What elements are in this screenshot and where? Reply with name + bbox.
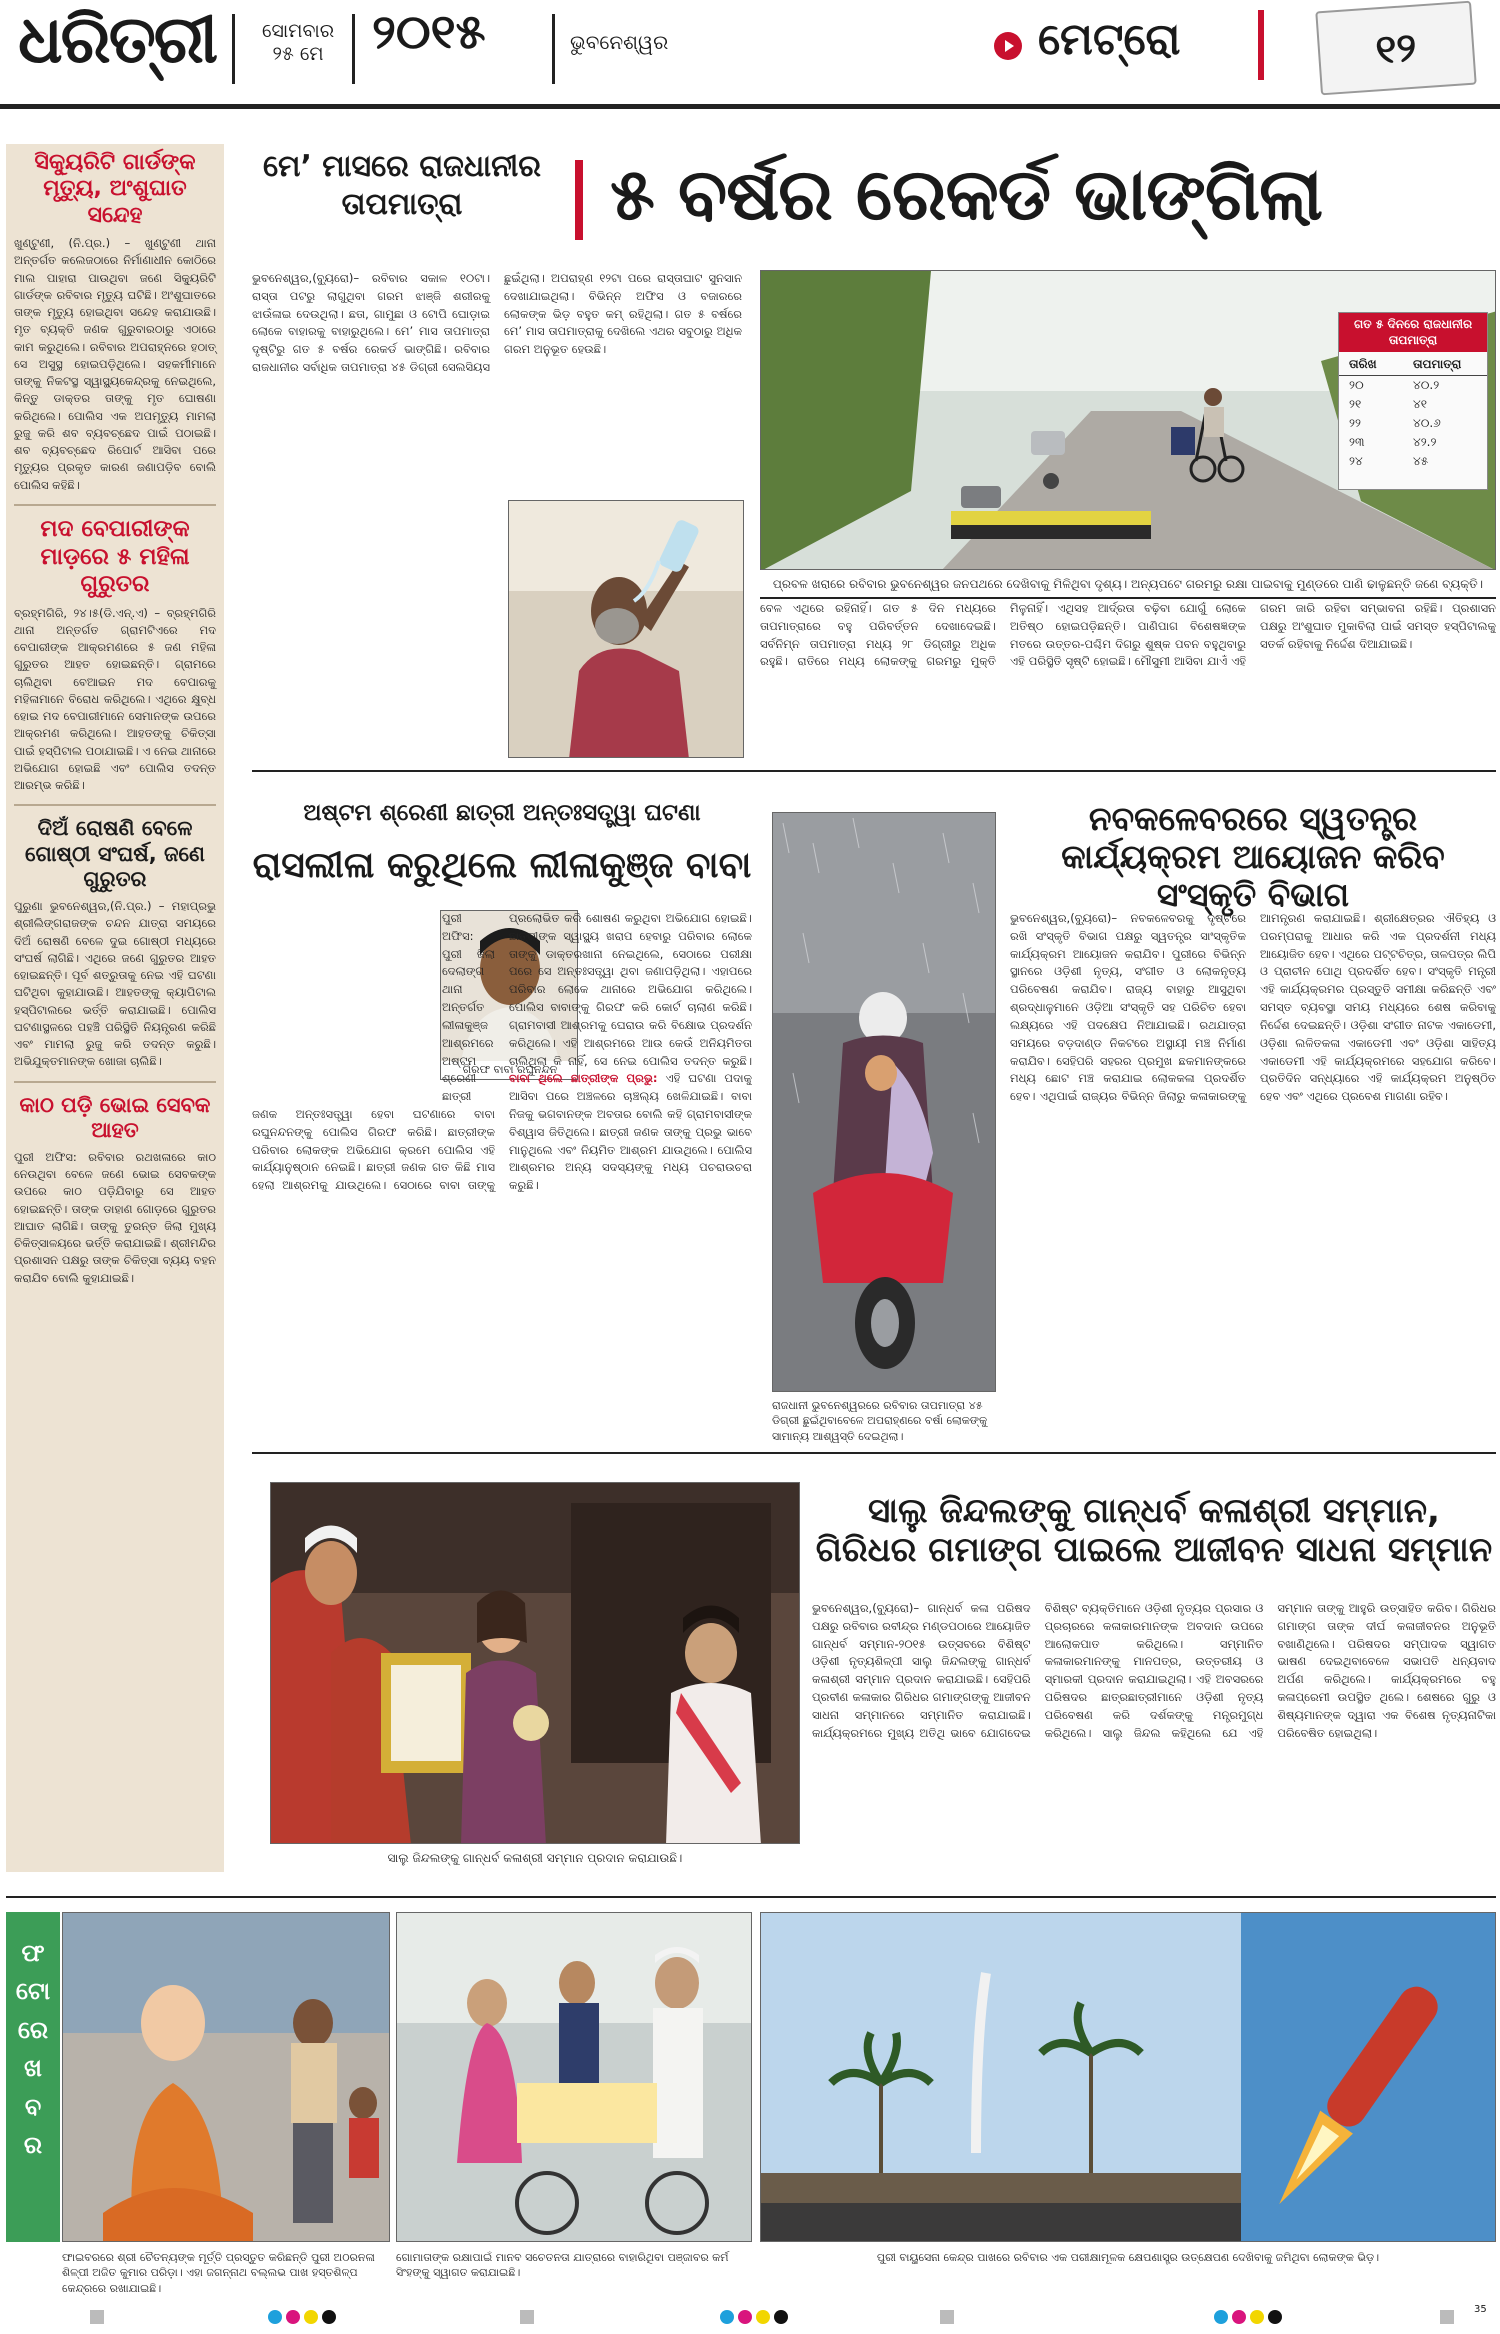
top-story-body-a: ଭୁବନେଶ୍ୱର,(ବ୍ୟୁରୋ)– ରବିବାର ସକାଳ ୧୦ଟା। ରାସ୍ତା ପଟରୁ ଲାଗୁଥିବା ଗରମ ଝାଞ୍ଜି ଶରୀରକୁ ଝାଉଁଳାଇ ଦେଉଥିଲା। ଛତା, ଗାମୁଛା ଓ ଟୋପି ଘୋଡ଼ାଇ ଲୋକେ ବାହାରକୁ ବାହାରୁଥିଲେ। ମେ’ ମାସ ତାପମାତ୍ରା ଦୃଷ୍ଟିରୁ ଗତ ୫ ବର୍ଷର ରେକର୍ଡ ଭାଙ୍ଗିଛି। ରବିବାର ରାଜଧାନୀର ସର୍ବାଧିକ ତାପମାତ୍ରା ୪୫ ଡିଗ୍ରୀ ସେଲସିୟସ ଛୁଇଁଥିଲା। ଅପରାହ୍ଣ ୧୨ଟା ପରେ ରାସ୍ତାଘାଟ ସୁନସାନ ଦେଖାଯାଇଥିଲା। ବିଭିନ୍ନ ଅଫିସ ଓ ବଜାରରେ ଲୋକଙ୍କ ଭିଡ଼ ବହୁତ କମ୍ ରହିଥିଲା। ଗତ ୫ ବର୍ଷରେ ମେ’ ମାସ ତାପମାତ୍ରାକୁ ଦେଖିଲେ ଏଥର ସବୁଠାରୁ ଅଧିକ ଗରମ ଅନୁଭୂତ ହେଉଛି।: [252, 271, 742, 375]
award-photo-caption: ସାଲୁ ଜିନ୍ଦଲଙ୍କୁ ଗାନ୍ଧର୍ବ କଳାଶ୍ରୀ ସମ୍ମାନ ପ୍ରଦାନ କରାଯାଉଛି।: [387, 1851, 683, 1865]
registration-mark: [940, 2310, 954, 2324]
cell-date: ୨୦: [1349, 378, 1364, 393]
temperature-table-header: [1339, 352, 1487, 376]
top-story-photo-caption: ପ୍ରବଳ ଖରାରେ ରବିବାର ଭୁବନେଶ୍ୱର ଜନପଥରେ ଦେଖିବାକୁ ମିଳିଥିବା ଦୃଶ୍ୟ। ଅନ୍ୟପଟେ ଗରମରୁ ରକ୍ଷା ପାଇବାକୁ ମୁଣ୍ଡରେ ପାଣି ଢାଳୁଛନ୍ତି ଜଣେ ବ୍ୟକ୍ତି।: [760, 572, 1496, 599]
rain-photo-caption: ରାଜଧାନୀ ଭୁବନେଶ୍ୱରରେ ରବିବାର ତାପମାତ୍ରା ୪୫ ଡିଗ୍ରୀ ଛୁଇଁଥିବାବେଳେ ଅପରାହ୍ଣରେ ବର୍ଷା ଲୋକଙ୍କୁ ସାମାନ୍ୟ ଆଶ୍ୱସ୍ତି ଦେଇଥିଲା।: [772, 1399, 988, 1443]
cell-date: ୨୪: [1349, 454, 1363, 469]
section-rule: [6, 1896, 1496, 1898]
masthead-divider: [232, 14, 235, 84]
top-story-body-c: ବେଳ ଏଥିରେ ରହିନାହିଁ। ଗତ ୫ ଦିନ ମଧ୍ୟରେ ତାପମାତ୍ରାରେ ବହୁ ପରିବର୍ତ୍ତନ ଦେଖାଦେଇଛି। ସର୍ବନିମ୍ନ ତାପମାତ୍ରା ମଧ୍ୟ ୨୮ ଡିଗ୍ରୀରୁ ଅଧିକ ରହୁଛି। ରାତିରେ ମଧ୍ୟ ଲୋକଙ୍କୁ ଗରମରୁ ମୁକ୍ତି ମିଳୁନାହିଁ। ଏଥିସହ ଆର୍ଦ୍ରତା ବଢ଼ିବା ଯୋଗୁଁ ଲୋକେ ଅତିଷ୍ଠ ହୋଇପଡ଼ିଛନ୍ତି। ପାଣିପାଗ ବିଶେଷଜ୍ଞଙ୍କ ମତରେ ଉତ୍ତର-ପଶ୍ଚିମ ଦିଗରୁ ଶୁଷ୍କ ପବନ ବହୁଥିବାରୁ ଏହି ପରିସ୍ଥିତି ସୃଷ୍ଟି ହୋଇଛି। ମୌସୁମୀ ଆସିବା ଯାଏଁ ଏହି ଗରମ ଜାରି ରହିବା ସମ୍ଭାବନା ରହିଛି। ପ୍ରଶାସନ ପକ୍ଷରୁ ଅଂଶୁଘାତ ମୁକାବିଲା ପାଇଁ ସମସ୍ତ ହସ୍ପିଟାଲକୁ ସତର୍କ ରହିବାକୁ ନିର୍ଦ୍ଦେଶ ଦିଆଯାଇଛି।: [760, 601, 1496, 669]
cell-temp: ୪୨.୨: [1413, 435, 1437, 450]
divider: [14, 504, 216, 506]
masthead-accent-bar: [1258, 10, 1264, 80]
cell-date: ୨୨: [1349, 416, 1361, 431]
registration-mark: [1440, 2310, 1454, 2324]
headline-accent-bar: [575, 160, 583, 240]
table-row: [1339, 395, 1487, 414]
left-story-1-body: ଖୁଣ୍ଟୁଣୀ, (ନି.ପ୍ର.) – ଖୁଣ୍ଟୁଣୀ ଥାନା ଅନ୍ତର୍ଗତ କଲେଜଠାରେ ନିର୍ମାଣାଧୀନ କୋଠିରେ ମାଲ ପାହାରା ପାଉଥିବା ଜଣେ ସିକ୍ୟୁରିଟି ଗାର୍ଡଙ୍କ ରବିବାର ମୃତ୍ୟୁ ଘଟିଛି। ଅଂଶୁଘାତରେ ତାଙ୍କ ମୃତ୍ୟୁ ହୋଇଥିବା ସନ୍ଦେହ କରାଯାଉଛି। ମୃତ ବ୍ୟକ୍ତି ଜଣକ ଗୁରୁବାରଠାରୁ ଏଠାରେ କାମ କରୁଥିଲେ। ରବିବାର ଅପରାହ୍ନରେ ହଠାତ୍ ସେ ଅସୁସ୍ଥ ହୋଇପଡ଼ିଥିଲେ। ସହକର୍ମୀମାନେ ତାଙ୍କୁ ନିକଟସ୍ଥ ସ୍ୱାସ୍ଥ୍ୟକେନ୍ଦ୍ରକୁ ନେଇଥିଲେ, କିନ୍ତୁ ଡାକ୍ତର ତାଙ୍କୁ ମୃତ ଘୋଷଣା କରିଥିଲେ। ପୋଲିସ ଏକ ଅପମୃତ୍ୟୁ ମାମଲା ରୁଜୁ କରି ଶବ ବ୍ୟବଚ୍ଛେଦ ପାଇଁ ପଠାଇଛି। ଶବ ବ୍ୟବଚ୍ଛେଦ ରିପୋର୍ଟ ଆସିବା ପରେ ମୃତ୍ୟୁର ପ୍ରକୃତ କାରଣ ଜଣାପଡ଼ିବ ବୋଲି ପୋଲିସ କହିଛି।: [14, 236, 216, 492]
cyan-dot: [268, 2310, 282, 2324]
award-story-headline: ସାଲୁ ଜିନ୍ଦଲଙ୍କୁ ଗାନ୍ଧର୍ବ କଳାଶ୍ରୀ ସମ୍ମାନ, ଗିରିଧର ଗମାଙ୍ଗ ପାଇଲେ ଆଜୀବନ ସାଧନା ସମ୍ମାନ: [815, 1491, 1493, 1571]
idol-illustration: [63, 1913, 390, 2242]
table-row: [1339, 433, 1487, 452]
cell-temp: ୪୫: [1413, 454, 1429, 469]
cyan-dot: [720, 2310, 734, 2324]
left-story-1-headline: ସିକ୍ୟୁରିଟି ଗାର୍ଡଙ୍କ ମୃତ୍ୟୁ, ଅଂଶୁଘାତ ସନ୍ଦେହ: [34, 150, 196, 228]
divider: [14, 804, 216, 806]
right-story-headline: ନବକଳେବରରେ ସ୍ୱତନ୍ତ୍ର କାର୍ଯ୍ୟକ୍ରମ ଆୟୋଜନ କରିବ ସଂସ୍କୃତି ବିଭାଗ: [1061, 799, 1445, 914]
middle-story-headline: ରାସଲୀଳା କରୁଥିଲେ ଲୀଳାକୁଞ୍ଜ ବାବା: [252, 845, 752, 886]
masthead-year: ୨୦୧୫: [372, 4, 486, 60]
print-number: 35: [1474, 2304, 1487, 2315]
cell-date: ୨୩: [1349, 435, 1365, 450]
registration-mark: [520, 2310, 534, 2324]
photo-news-caption-1: ଫାଇବରରେ ଶ୍ରୀ ଚୈତନ୍ୟଙ୍କ ମୂର୍ତ୍ତି ପ୍ରସ୍ତୁତ କରିଛନ୍ତି ପୁରୀ ଅଠରନଳା ଶିଳ୍ପୀ ଅଜିତ କୁମାର ପରିଡ଼ା। ଏହା ଜଗନ୍ନାଥ ବଲ୍ଲଭ ପାଖ ହସ୍ତଶିଳ୍ପ କେନ୍ଦ୍ରରେ ରଖାଯାଇଛି।: [62, 2251, 375, 2295]
play-icon: [994, 32, 1022, 60]
baba-photo-caption: ଗିରଫ ବାବା ରଘୁନନ୍ଦନ: [441, 1061, 578, 1079]
photo-news-caption-3: ପୁରୀ ବାୟୁସେନା କେନ୍ଦ୍ର ପାଖରେ ରବିବାର ଏକ ପରୀକ୍ଷାମୂଳକ କ୍ଷେପଣାସ୍ତ୍ର ଉତ୍କ୍ଷେପଣ ଦେଖିବାକୁ ଜମିଥିବା ଲୋକଙ୍କ ଭିଡ଼।: [876, 2251, 1380, 2264]
magenta-dot: [738, 2310, 752, 2324]
cell-date: ୨୧: [1349, 397, 1362, 412]
cow-rally-photo: [396, 1912, 752, 2242]
missile-launch-photo: [760, 1912, 1496, 2242]
left-news-column: [6, 144, 224, 1872]
column-header-temperature: ତାପମାତ୍ରା: [1413, 357, 1462, 372]
temperature-table-title: ଗତ ୫ ଦିନରେ ରାଜଧାନୀର ତାପମାତ୍ରା: [1339, 313, 1487, 352]
yellow-dot: [304, 2310, 318, 2324]
newspaper-logo: ଧରିତ୍ରୀ: [18, 0, 217, 78]
masthead-city: ଭୁବନେଶ୍ୱର: [570, 30, 669, 54]
left-story-2-body: ବ୍ରହ୍ମଗିରି, ୨୪।୫(ଡି.ଏନ୍.ଏ) – ବ୍ରହ୍ମଗିରି ଥାନା ଅନ୍ତର୍ଗତ ଗ୍ରାମଟିଏରେ ମଦ ବେପାରୀଙ୍କ ଆକ୍ରମଣରେ ୫ ଜଣ ମହିଳା ଗୁରୁତର ଆହତ ହୋଇଛନ୍ତି। ଗ୍ରାମରେ ଚାଲିଥିବା ବେଆଇନ ମଦ ବେପାରକୁ ମହିଳାମାନେ ବିରୋଧ କରିଥିଲେ। ଏଥିରେ କ୍ଷୁବ୍ଧ ହୋଇ ମଦ ବେପାରୀମାନେ ସେମାନଙ୍କ ଉପରେ ଆକ୍ରମଣ କରିଥିଲେ। ଆହତଙ୍କୁ ଚିକିତ୍ସା ପାଇଁ ହସ୍ପିଟାଲ ପଠାଯାଇଛି। ଏ ନେଇ ଥାନାରେ ଅଭିଯୋଗ ହୋଇଛି ଏବଂ ପୋଲିସ ତଦନ୍ତ ଆରମ୍ଭ କରିଛି।: [14, 605, 216, 793]
masthead: [0, 0, 1500, 110]
right-story-body: ଭୁବନେଶ୍ୱର,(ବ୍ୟୁରୋ)– ନବକଳେବରକୁ ଦୃଷ୍ଟିରେ ରଖି ସଂସ୍କୃତି ବିଭାଗ ପକ୍ଷରୁ ସ୍ୱତନ୍ତ୍ର ସାଂସ୍କୃତିକ କାର୍ଯ୍ୟକ୍ରମ ଆୟୋଜନ କରାଯିବ। ପୁରୀରେ ବିଭିନ୍ନ ସ୍ଥାନରେ ଓଡ଼ିଶୀ ନୃତ୍ୟ, ସଂଗୀତ ଓ ଲୋକନୃତ୍ୟ ପରିବେଷଣ କରାଯିବ। ରାଜ୍ୟ ବାହାରୁ ଆସୁଥିବା ଶ୍ରଦ୍ଧାଳୁମାନେ ଓଡ଼ିଆ ସଂସ୍କୃତି ସହ ପରିଚିତ ହେବା ଲକ୍ଷ୍ୟରେ ଏହି ପଦକ୍ଷେପ ନିଆଯାଇଛି। ରଥଯାତ୍ରା ସମୟରେ ବଡ଼ଦାଣ୍ଡ ନିକଟରେ ଅସ୍ଥାୟୀ ମଞ୍ଚ ନିର୍ମାଣ କରାଯିବ। ସେହିପରି ସହରର ପ୍ରମୁଖ ଛକମାନଙ୍କରେ ମଧ୍ୟ ଛୋଟ ମଞ୍ଚ କରାଯାଇ ଲୋକକଳା ପ୍ରଦର୍ଶିତ ହେବ। ଏଥିପାଇଁ ରାଜ୍ୟର ବିଭିନ୍ନ ଜିଲାରୁ କଳାକାରଙ୍କୁ ଆମନ୍ତ୍ରଣ କରାଯାଇଛି। ଶ୍ରୀକ୍ଷେତ୍ରର ଐତିହ୍ୟ ଓ ପରମ୍ପରାକୁ ଆଧାର କରି ଏକ ପ୍ରଦର୍ଶନୀ ମଧ୍ୟ ଆୟୋଜିତ ହେବ। ଏଥିରେ ପଟ୍ଟଚିତ୍ର, ତାଳପତ୍ର ଲିପି ଓ ପ୍ରାଚୀନ ପୋଥି ପ୍ରଦର୍ଶିତ ହେବ। ସଂସ୍କୃତି ମନ୍ତ୍ରୀ ଏହି କାର୍ଯ୍ୟକ୍ରମର ପ୍ରସ୍ତୁତି ସମୀକ୍ଷା କରିଛନ୍ତି ଏବଂ ସମସ୍ତ ବ୍ୟବସ୍ଥା ସମୟ ମଧ୍ୟରେ ଶେଷ କରିବାକୁ ନିର୍ଦ୍ଦେଶ ଦେଇଛନ୍ତି। ଓଡ଼ିଶା ସଂଗୀତ ନାଟକ ଏକାଡେମୀ, ଓଡ଼ିଶା ଲଳିତକଳା ଏକାଡେମୀ ଏବଂ ଓଡ଼ିଶା ସାହିତ୍ୟ ଏକାଡେମୀ ଏହି କାର୍ଯ୍ୟକ୍ରମରେ ସହଯୋଗ କରିବେ। ପ୍ରତିଦିନ ସନ୍ଧ୍ୟାରେ ଏହି କାର୍ଯ୍ୟକ୍ରମ ଅନୁଷ୍ଠିତ ହେବ ଏବଂ ଏଥିରେ ପ୍ରବେଶ ମାଗଣା ରହିବ।: [1010, 911, 1496, 1104]
yellow-dot: [756, 2310, 770, 2324]
yellow-dot: [1250, 2310, 1264, 2324]
column-header-date: ତାରିଖ: [1349, 357, 1377, 372]
left-story-2-headline: ମଦ ବେପାରୀଙ୍କ ମାଡ଼ରେ ୫ ମହିଳା ଗୁରୁତର: [40, 515, 190, 598]
temperature-table: [1338, 312, 1488, 490]
man-pouring-water-photo: [508, 500, 744, 758]
award-story-body: ଭୁବନେଶ୍ୱର,(ବ୍ୟୁରୋ)– ଗାନ୍ଧର୍ବ କଳା ପରିଷଦ ପକ୍ଷରୁ ରବିବାର ରବୀନ୍ଦ୍ର ମଣ୍ଡପଠାରେ ଆୟୋଜିତ ଗାନ୍ଧର୍ବ ସମ୍ମାନ-୨୦୧୫ ଉତ୍ସବରେ ବିଶିଷ୍ଟ ଓଡ଼ିଶୀ ନୃତ୍ୟଶିଳ୍ପୀ ସାଲୁ ଜିନ୍ଦଲଙ୍କୁ ଗାନ୍ଧର୍ବ କଳାଶ୍ରୀ ସମ୍ମାନ ପ୍ରଦାନ କରାଯାଇଛି। ସେହିପରି ପ୍ରବୀଣ କଳାକାର ଗିରିଧର ଗମାଙ୍ଗଙ୍କୁ ଆଜୀବନ ସାଧନା ସମ୍ମାନରେ ସମ୍ମାନିତ କରାଯାଇଛି। କାର୍ଯ୍ୟକ୍ରମରେ ମୁଖ୍ୟ ଅତିଥି ଭାବେ ଯୋଗଦେଇ ବିଶିଷ୍ଟ ବ୍ୟକ୍ତିମାନେ ଓଡ଼ିଶୀ ନୃତ୍ୟର ପ୍ରସାର ଓ ପ୍ରଚାରରେ କଳାକାରମାନଙ୍କ ଅବଦାନ ଉପରେ ଆଲୋକପାତ କରିଥିଲେ। ସମ୍ମାନିତ କଳାକାରମାନଙ୍କୁ ମାନପତ୍ର, ଉତ୍ତରୀୟ ଓ ସ୍ମାରକୀ ପ୍ରଦାନ କରାଯାଇଥିଲା। ଏହି ଅବସରରେ ପରିଷଦର ଛାତ୍ରଛାତ୍ରୀମାନେ ଓଡ଼ିଶୀ ନୃତ୍ୟ ପରିବେଷଣ କରି ଦର୍ଶକଙ୍କୁ ମନ୍ତ୍ରମୁଗ୍ଧ କରିଥିଲେ। ସାଲୁ ଜିନ୍ଦଲ କହିଥିଲେ ଯେ ଏହି ସମ୍ମାନ ତାଙ୍କୁ ଆହୁରି ଉତ୍ସାହିତ କରିବ। ଗିରିଧର ଗମାଙ୍ଗ ତାଙ୍କ ଦୀର୍ଘ କଳାଜୀବନର ଅନୁଭୂତି ବଖାଣିଥିଲେ। ପରିଷଦର ସମ୍ପାଦକ ସ୍ୱାଗତ ଭାଷଣ ଦେଇଥିବାବେଳେ ସଭାପତି ଧନ୍ୟବାଦ ଅର୍ପଣ କରିଥିଲେ। କାର୍ଯ୍ୟକ୍ରମରେ ବହୁ କଳାପ୍ରେମୀ ଉପସ୍ଥିତ ଥିଲେ। ଶେଷରେ ଗୁରୁ ଓ ଶିଷ୍ୟମାନଙ୍କ ଦ୍ୱାରା ଏକ ବିଶେଷ ନୃତ୍ୟନାଟିକା ପରିବେଷିତ ହୋଇଥିଲା।: [812, 1601, 1496, 1740]
middle-story-text: ପୁରୀ ଅଫିସ: ପୁରୀ ଜିଲା ଦେଲାଙ୍ଗ ଥାନା ଅନ୍ତର୍ଗତ ଲୀଳାକୁଞ୍ଜ ଆଶ୍ରମରେ ଅଷ୍ଟମ ଶ୍ରେଣୀ ଛାତ୍ରୀ ଜଣକ ଅନ୍ତଃସତ୍ତ୍ୱା ହେବା ଘଟଣାରେ ବାବା ରଘୁନନ୍ଦନଙ୍କୁ ପୋଲିସ ଗିରଫ କରିଛି। ଛାତ୍ରୀଙ୍କ ପରିବାର ଲୋକଙ୍କ ଅଭିଯୋଗ କ୍ରମେ ପୋଲିସ ଏହି କାର୍ଯ୍ୟାନୁଷ୍ଠାନ ନେଇଛି। ଛାତ୍ରୀ ଜଣକ ଗତ କିଛି ମାସ ହେଲା ଆଶ୍ରମକୁ ଯାଉଥିଲେ। ସେଠାରେ ବାବା ତାଙ୍କୁ ପ୍ରଲୋଭିତ କରି ଶୋଷଣ କରୁଥିବା ଅଭିଯୋଗ ହୋଇଛି। ଛାତ୍ରୀଙ୍କ ସ୍ୱାସ୍ଥ୍ୟ ଖରାପ ହେବାରୁ ପରିବାର ଲୋକେ ତାଙ୍କୁ ଡାକ୍ତରଖାନା ନେଇଥିଲେ, ସେଠାରେ ପରୀକ୍ଷା ପରେ ସେ ଅନ୍ତଃସତ୍ତ୍ୱା ଥିବା ଜଣାପଡ଼ିଥିଲା। ଏହାପରେ ପରିବାର ଲୋକେ ଥାନାରେ ଅଭିଯୋଗ କରିଥିଲେ। ପୋଲିସ ବାବାଙ୍କୁ ଗିରଫ କରି କୋର୍ଟ ଚାଲାଣ କରିଛି। ଗ୍ରାମବାସୀ ଆଶ୍ରମକୁ ଘେରାଉ କରି ବିକ୍ଷୋଭ ପ୍ରଦର୍ଶନ କରିଥିଲେ। ଏହି ଆଶ୍ରମରେ ଆଉ କେଉଁ ଅନିୟମିତତା ଚାଲିଥିଲା କି ନାହିଁ, ସେ ନେଇ ପୋଲିସ ତଦନ୍ତ କରୁଛି।: [252, 911, 752, 1193]
photo-wrap-space: [252, 910, 442, 1095]
magenta-dot: [286, 2310, 300, 2324]
table-row: [1339, 376, 1487, 395]
left-story-4-body: ପୁରୀ ଅଫିସ: ରବିବାର ରଥଖଳାରେ କାଠ ନେଉଥିବା ବେଳେ ଜଣେ ଭୋଇ ସେବକଙ୍କ ଉପରେ କାଠ ପଡ଼ିଯିବାରୁ ସେ ଆହତ ହୋଇଛନ୍ତି। ତାଙ୍କ ଡାହାଣ ଗୋଡ଼ରେ ଗୁରୁତର ଆଘାତ ଲାଗିଛି। ତାଙ୍କୁ ତୁରନ୍ତ ଜିଲା ମୁଖ୍ୟ ଚିକିତ୍ସାଳୟରେ ଭର୍ତ୍ତି କରାଯାଇଛି। ଶ୍ରୀମନ୍ଦିର ପ୍ରଶାସନ ପକ୍ଷରୁ ତାଙ୍କ ଚିକିତ୍ସା ବ୍ୟୟ ବହନ କରାଯିବ ବୋଲି କୁହାଯାଇଛି।: [14, 1149, 216, 1285]
photo-news-label: [6, 1912, 60, 2242]
black-dot: [1268, 2310, 1282, 2324]
cell-temp: ୪୦.୨: [1413, 378, 1440, 393]
magenta-dot: [1232, 2310, 1246, 2324]
middle-story-body: [252, 910, 752, 1440]
black-dot: [774, 2310, 788, 2324]
masthead-rule: [0, 104, 1500, 109]
chaitanya-idol-photo: [62, 1912, 390, 2242]
table-row: [1339, 452, 1487, 471]
award-ceremony-illustration: [271, 1483, 800, 1844]
top-story-headline: ୫ ବର୍ଷର ରେକର୍ଡ ଭାଙ୍ଗିଲା: [610, 152, 1323, 236]
rain-scooter-photo: [772, 812, 996, 1392]
left-story-3-body: ପୁରୁଣା ଭୁବନେଶ୍ୱର,(ନି.ପ୍ର.) – ମହାପ୍ରଭୁ ଶ୍ରୀଲିଙ୍ଗରାଜଙ୍କ ଚନ୍ଦନ ଯାତ୍ରା ସମୟରେ ଦିଅଁ ରୋଷଣି ବେଳେ ଦୁଇ ଗୋଷ୍ଠୀ ମଧ୍ୟରେ ସଂଘର୍ଷ ଲାଗିଛି। ଏଥିରେ ଜଣେ ଗୁରୁତର ଆହତ ହୋଇଛନ୍ତି। ପୂର୍ବ ଶତ୍ରୁତାକୁ ନେଇ ଏହି ଘଟଣା ଘଟିଥିବା କୁହାଯାଉଛି। ଆହତଙ୍କୁ କ୍ୟାପିଟାଲ ହସ୍ପିଟାଲରେ ଭର୍ତ୍ତି କରାଯାଇଛି। ପୋଲିସ ଘଟଣାସ୍ଥଳରେ ପହଞ୍ଚି ପରିସ୍ଥିତି ନିୟନ୍ତ୍ରଣ କରିଛି ଏବଂ ମାମଲା ରୁଜୁ କରି ତଦନ୍ତ କରୁଛି। ଅଭିଯୁକ୍ତମାନଙ୍କ ଖୋଜା ଚାଲିଛି।: [14, 899, 216, 1069]
date: ୨୫ ମେ: [272, 42, 324, 65]
divider: [14, 1081, 216, 1083]
photo-news-label-char: ରେ: [17, 2015, 49, 2044]
left-story-4-headline: କାଠ ପଡ଼ି ଭୋଇ ସେବକ ଆହତ: [19, 1092, 211, 1142]
photo-news-label-char: ଖ: [24, 2054, 42, 2083]
weekday: ସୋମବାର: [262, 20, 335, 42]
photo-news-label-char: ଟୋ: [15, 1977, 51, 2006]
photo-news-caption-2: ଗୋମାତାଙ୍କ ରକ୍ଷାପାଇଁ ମାନବ ସଚେତନତା ଯାତ୍ରାରେ ବାହାରିଥିବା ପଞ୍ଜାବର କର୍ମ ସିଂହଙ୍କୁ ସ୍ୱାଗତ କରାଯାଇଛି।: [396, 2251, 729, 2280]
rain-scooter-illustration: [773, 813, 996, 1392]
middle-story-text-2: ଏହି ଘଟଣା ପଦାକୁ ଆସିବା ପରେ ଅଞ୍ଚଳରେ ଚାଞ୍ଚଲ୍ୟ ଖେଳିଯାଇଛି। ବାବା ନିଜକୁ ଭଗବାନଙ୍କ ଅବତାର ବୋଲି କହି ଗ୍ରାମବାସୀଙ୍କ ବିଶ୍ୱାସ ଜିତିଥିଲେ। ଛାତ୍ରୀ ଜଣକ ତାଙ୍କୁ ପ୍ରଭୁ ଭାବେ ମାନୁଥିଲେ ଏବଂ ନିୟମିତ ଆଶ୍ରମ ଯାଉଥିଲେ। ପୋଲିସ ଆଶ୍ରମର ଅନ୍ୟ ସଦସ୍ୟଙ୍କୁ ମଧ୍ୟ ପଚରାଉଚରା କରୁଛି।: [509, 1071, 752, 1193]
masthead-divider: [552, 14, 555, 84]
page-number: ୧୨: [1374, 24, 1418, 74]
masthead-divider: [352, 14, 355, 84]
photo-news-label-char: ର: [23, 2130, 43, 2159]
black-dot: [322, 2310, 336, 2324]
photo-news-label-char: ଫ: [21, 1939, 45, 1967]
section-name: ମେଟ୍ରୋ: [1038, 14, 1181, 65]
page-number-tab: [1315, 1, 1476, 96]
registration-mark: [90, 2310, 104, 2324]
rally-illustration: [397, 1913, 752, 2242]
left-story-3-headline: ଦିଅଁ ରୋଷଣି ବେଳେ ଗୋଷ୍ଠୀ ସଂଘର୍ଷ, ଜଣେ ଗୁରୁତର: [25, 816, 205, 891]
section-rule: [252, 1452, 1496, 1454]
cyan-dot: [1214, 2310, 1228, 2324]
masthead-date-block: [262, 20, 334, 66]
middle-story-kicker: ଅଷ୍ଟମ ଶ୍ରେଣୀ ଛାତ୍ରୀ ଅନ୍ତଃସତ୍ତ୍ୱା ଘଟଣା: [303, 800, 701, 826]
man-pouring-water-illustration: [509, 501, 744, 758]
top-story-kicker: ମେ’ ମାସରେ ରାଜଧାନୀର ତାପମାତ୍ରା: [262, 149, 542, 222]
middle-story-subhead: ବାବା ଥିଲେ ଛାତ୍ରୀଙ୍କ ପ୍ରଭୁ:: [509, 1071, 658, 1086]
cell-temp: ୪୦.୬: [1413, 416, 1441, 431]
print-registration-strip: [0, 2304, 1500, 2334]
cell-temp: ୪୧: [1413, 397, 1427, 412]
photo-news-label-char: ବ: [24, 2092, 42, 2121]
table-row: [1339, 414, 1487, 433]
award-ceremony-photo: [270, 1482, 800, 1844]
section-rule: [252, 770, 1496, 772]
missile-launch-illustration: [761, 1913, 1496, 2242]
